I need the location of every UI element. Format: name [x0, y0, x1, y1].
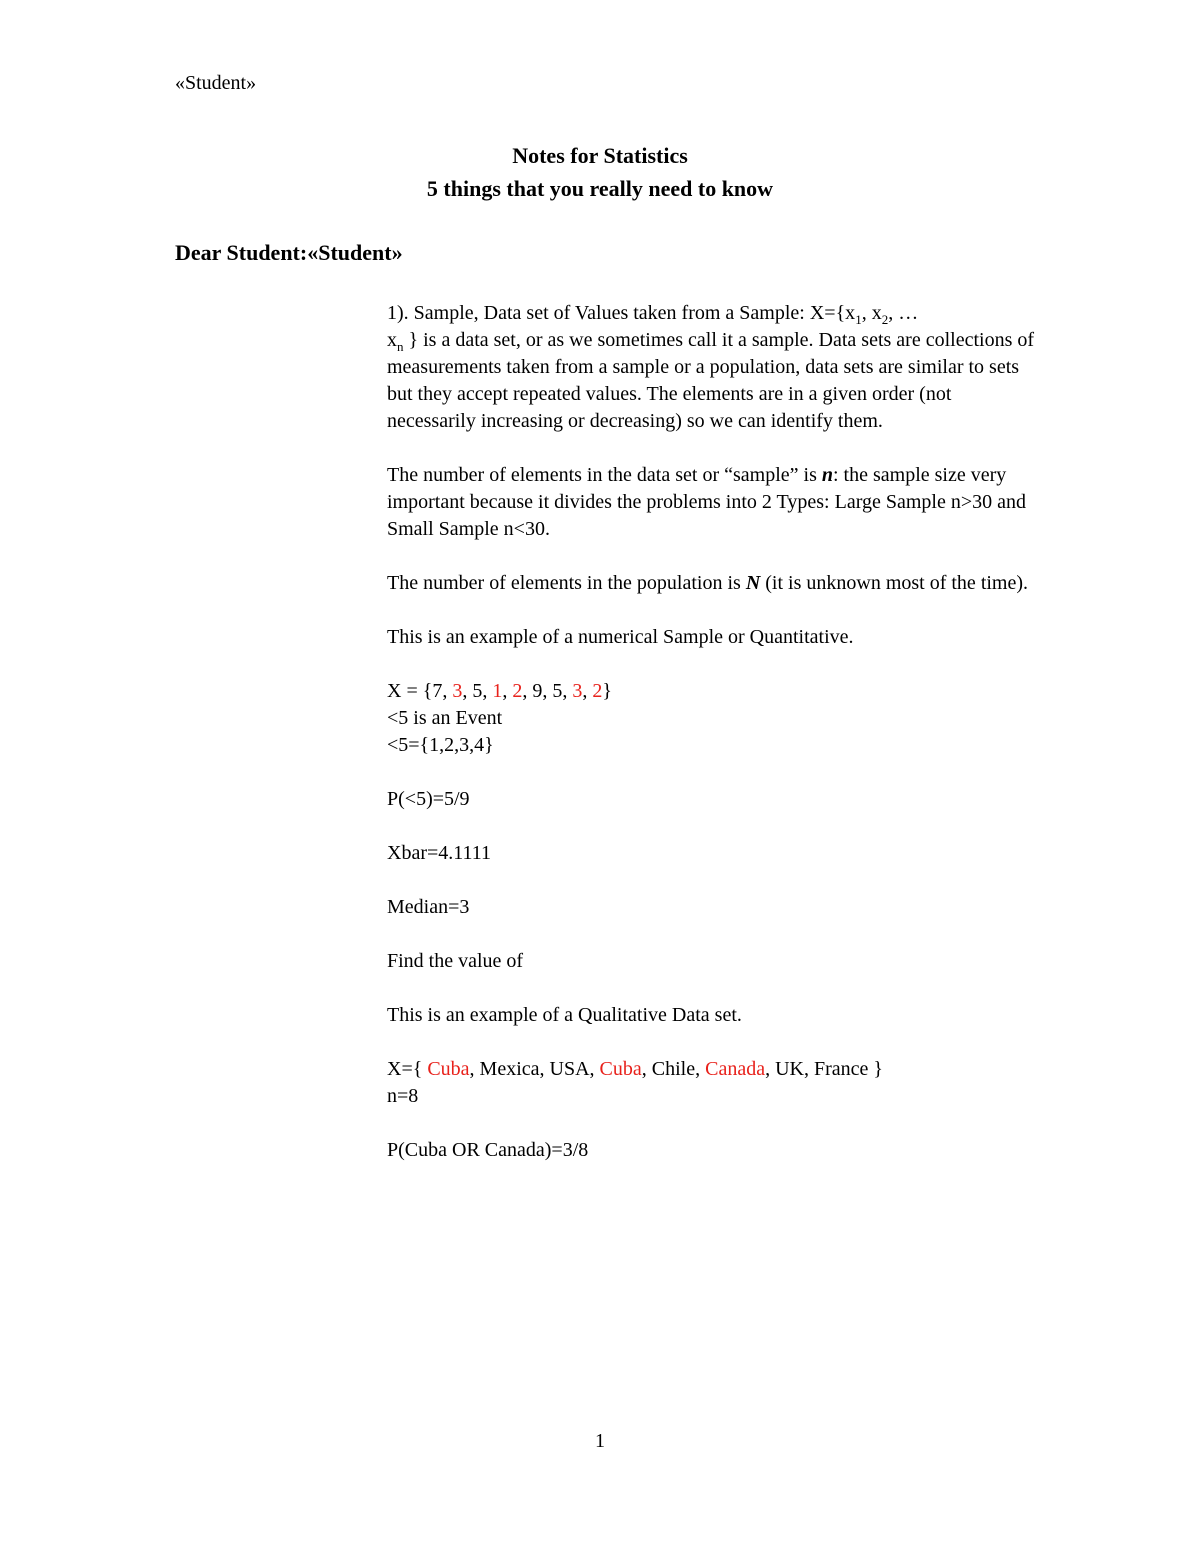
title-line-2: 5 things that you really need to know	[426, 176, 774, 201]
find-value-line: Find the value of	[387, 950, 524, 972]
qualitative-set-item: France	[813, 1058, 869, 1080]
numeric-set-suffix: }	[602, 680, 612, 702]
population-text: The number of elements in the population is	[387, 572, 746, 594]
population-rest: (it is unknown most of the time).	[760, 572, 1029, 594]
probability-country-line: P(Cuba OR Canada)=3/8	[387, 1139, 589, 1161]
qualitative-set-suffix: }	[868, 1058, 884, 1080]
qualitative-set-item: USA	[549, 1058, 590, 1080]
intro-comma: , x	[861, 302, 882, 324]
median-line: Median=3	[387, 896, 470, 918]
numeric-set-prefix: X = {	[387, 680, 433, 702]
qualitative-set-item: Chile	[651, 1058, 696, 1080]
numeric-set-item: 3	[452, 680, 463, 702]
definition-paragraph	[387, 300, 1037, 435]
qualitative-set-item: Cuba	[427, 1058, 470, 1080]
title-line-1: Notes for Statistics	[512, 143, 688, 168]
qualitative-set-item: Canada	[705, 1058, 766, 1080]
numeric-set-item: 1	[492, 680, 503, 702]
event-set: <5={1,2,3,4}	[387, 734, 494, 756]
intro-rest: } is a data set, or as we sometimes call it a sample. Data sets are collections of measurements taken from a sample or a population, data sets are similar to sets but they accept repeated values. The elements are in a given order (not necessarily increasing or decreasing) so we can identify them.	[387, 329, 1035, 432]
numeric-set-item: 9	[532, 680, 543, 702]
header-merge-field: «Student»	[175, 72, 257, 94]
subscript-n: n	[397, 339, 404, 354]
qualitative-set-item: Cuba	[599, 1058, 642, 1080]
numeric-set-item: 2	[512, 680, 523, 702]
qualitative-set: X={ Cuba, Mexica, USA, Cuba, Chile, Canada, UK, France }	[387, 1058, 884, 1080]
numeric-set-item: 3	[572, 680, 583, 702]
n-value-line: n=8	[387, 1085, 419, 1107]
population-variable: N	[745, 572, 761, 594]
qualitative-example: This is an example of a Qualitative Data set.	[387, 1004, 742, 1026]
intro-ellipsis: , …	[888, 302, 919, 324]
sample-size-rest: : the sample size very important because it divides the problems into 2 Types: Large Sample n>30 and Small Sample n<30.	[387, 464, 1027, 540]
qualitative-set-item: UK	[775, 1058, 804, 1080]
probability-line: P(<5)=5/9	[387, 788, 470, 810]
qualitative-set-prefix: X={	[387, 1058, 428, 1080]
greeting: Dear Student:«Student»	[175, 240, 403, 265]
sample-size-text: The number of elements in the data set or “sample” is	[387, 464, 822, 486]
numeric-set-item: 5	[552, 680, 563, 702]
numeric-set-item: 2	[592, 680, 603, 702]
numeric-set-item: 7	[432, 680, 443, 702]
numerical-example: This is an example of a numerical Sample or Quantitative.	[387, 626, 854, 648]
xbar-line: Xbar=4.1111	[387, 842, 492, 864]
numeric-set-item: 5	[472, 680, 483, 702]
subscript-1: 1	[855, 312, 862, 327]
section-1-body	[387, 300, 1037, 1164]
qualitative-set-item: Mexica	[479, 1058, 540, 1080]
subscript-2: 2	[881, 312, 889, 327]
event-line: <5 is an Event	[387, 707, 503, 729]
intro-prefix: 1). Sample, Data set of Values taken from a Sample: X={x	[387, 302, 856, 324]
page-number: 1	[595, 1430, 605, 1452]
sample-size-variable: n	[821, 464, 833, 486]
numeric-set: X = {7, 3, 5, 1, 2, 9, 5, 3, 2}	[387, 680, 612, 702]
x-variable: x	[387, 329, 397, 351]
sample-size-paragraph	[387, 462, 1037, 543]
population-paragraph	[387, 570, 1037, 597]
